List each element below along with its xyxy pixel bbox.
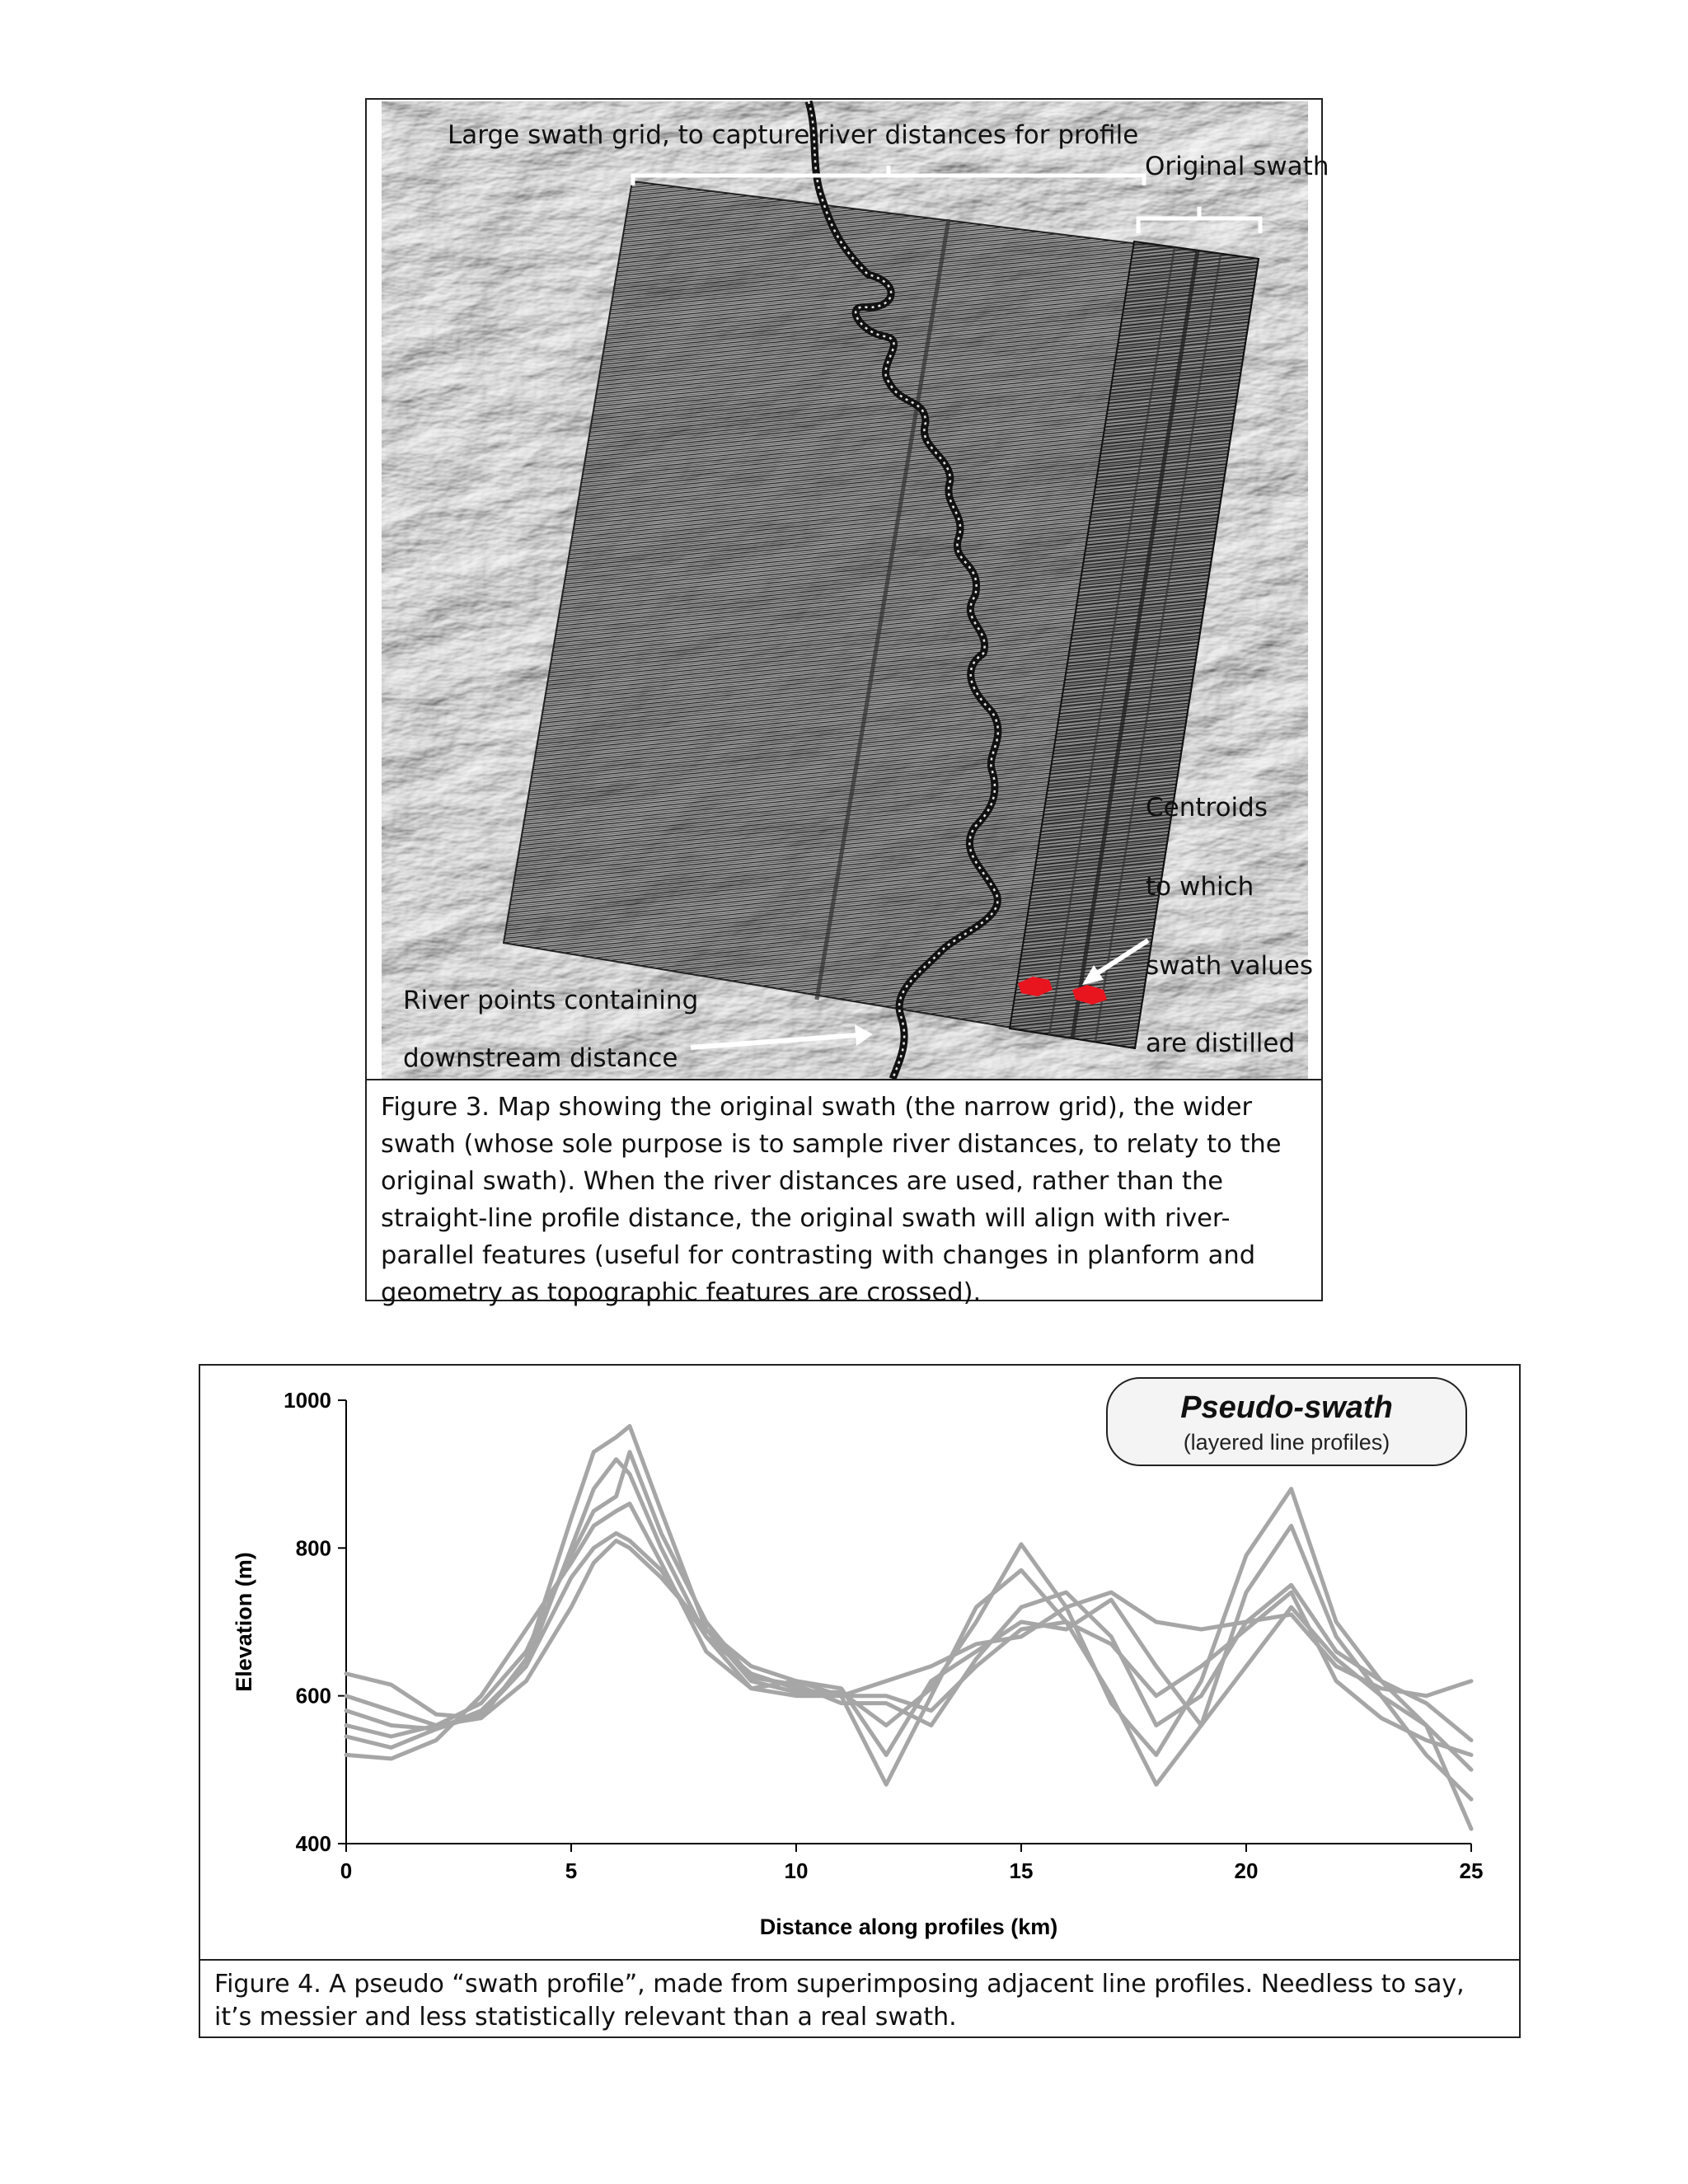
x-tick-label: 0 [340, 1858, 353, 1883]
x-tick-label: 5 [565, 1858, 578, 1883]
legend-title: Pseudo-swath [1180, 1390, 1393, 1425]
river-points-label-line-2: downstream distance [403, 1043, 678, 1073]
y-tick-label: 400 [295, 1831, 331, 1856]
x-tick-label: 10 [784, 1858, 809, 1883]
y-tick-label: 800 [295, 1535, 331, 1561]
profile-line-6 [346, 1540, 1471, 1725]
figure-4 [199, 1364, 1521, 2038]
chart-svg [200, 1366, 1519, 1959]
figure-3-caption: Figure 3. Map showing the original swath (the narrow grid), the wider swath (whose sole purpose is to sample river distances, to relaty to the original swath). When the river distances are used, rather than the straight-line profile distance, the original swath will align with river-parallel features (useful for contrasting with changes in planform and geometry as topographic features are crossed). [367, 1079, 1321, 1300]
river-points-label-line-1: River points containing [403, 986, 699, 1015]
centroids-label-line-4: are distilled [1146, 1029, 1296, 1058]
pseudo-swath-chart [200, 1366, 1519, 1959]
centroids-label-line-3: swath values [1146, 951, 1313, 981]
profile-line-4 [346, 1504, 1471, 1770]
figure-4-caption: Figure 4. A pseudo “swath profile”, made from superimposing adjacent line profiles. Needless to say, it’s messier and less statistically relevant than a real swath. [200, 1959, 1519, 2036]
x-tick-label: 25 [1459, 1858, 1484, 1883]
original-swath-label: Original swath [1145, 152, 1329, 181]
hillshade-map-image [382, 101, 1308, 1079]
y-tick-label: 1000 [284, 1388, 331, 1413]
y-axis-label: Elevation (m) [232, 1552, 256, 1692]
legend-subtitle: (layered line profiles) [1183, 1430, 1390, 1455]
x-tick-label: 15 [1009, 1858, 1034, 1883]
centroids-label-line-1: Centroids [1146, 793, 1268, 823]
figure-3 [365, 98, 1329, 1307]
large-swath-label: Large swath grid, to capture river distances for profile [448, 120, 1139, 150]
profile-line-3 [346, 1452, 1471, 1741]
centroids-label-line-2: to which [1146, 872, 1254, 902]
y-tick-label: 600 [295, 1683, 331, 1708]
legend-box [1107, 1378, 1466, 1465]
x-axis-label: Distance along profiles (km) [759, 1915, 1058, 1939]
swath-map [382, 101, 1329, 1079]
x-tick-label: 20 [1234, 1858, 1259, 1883]
